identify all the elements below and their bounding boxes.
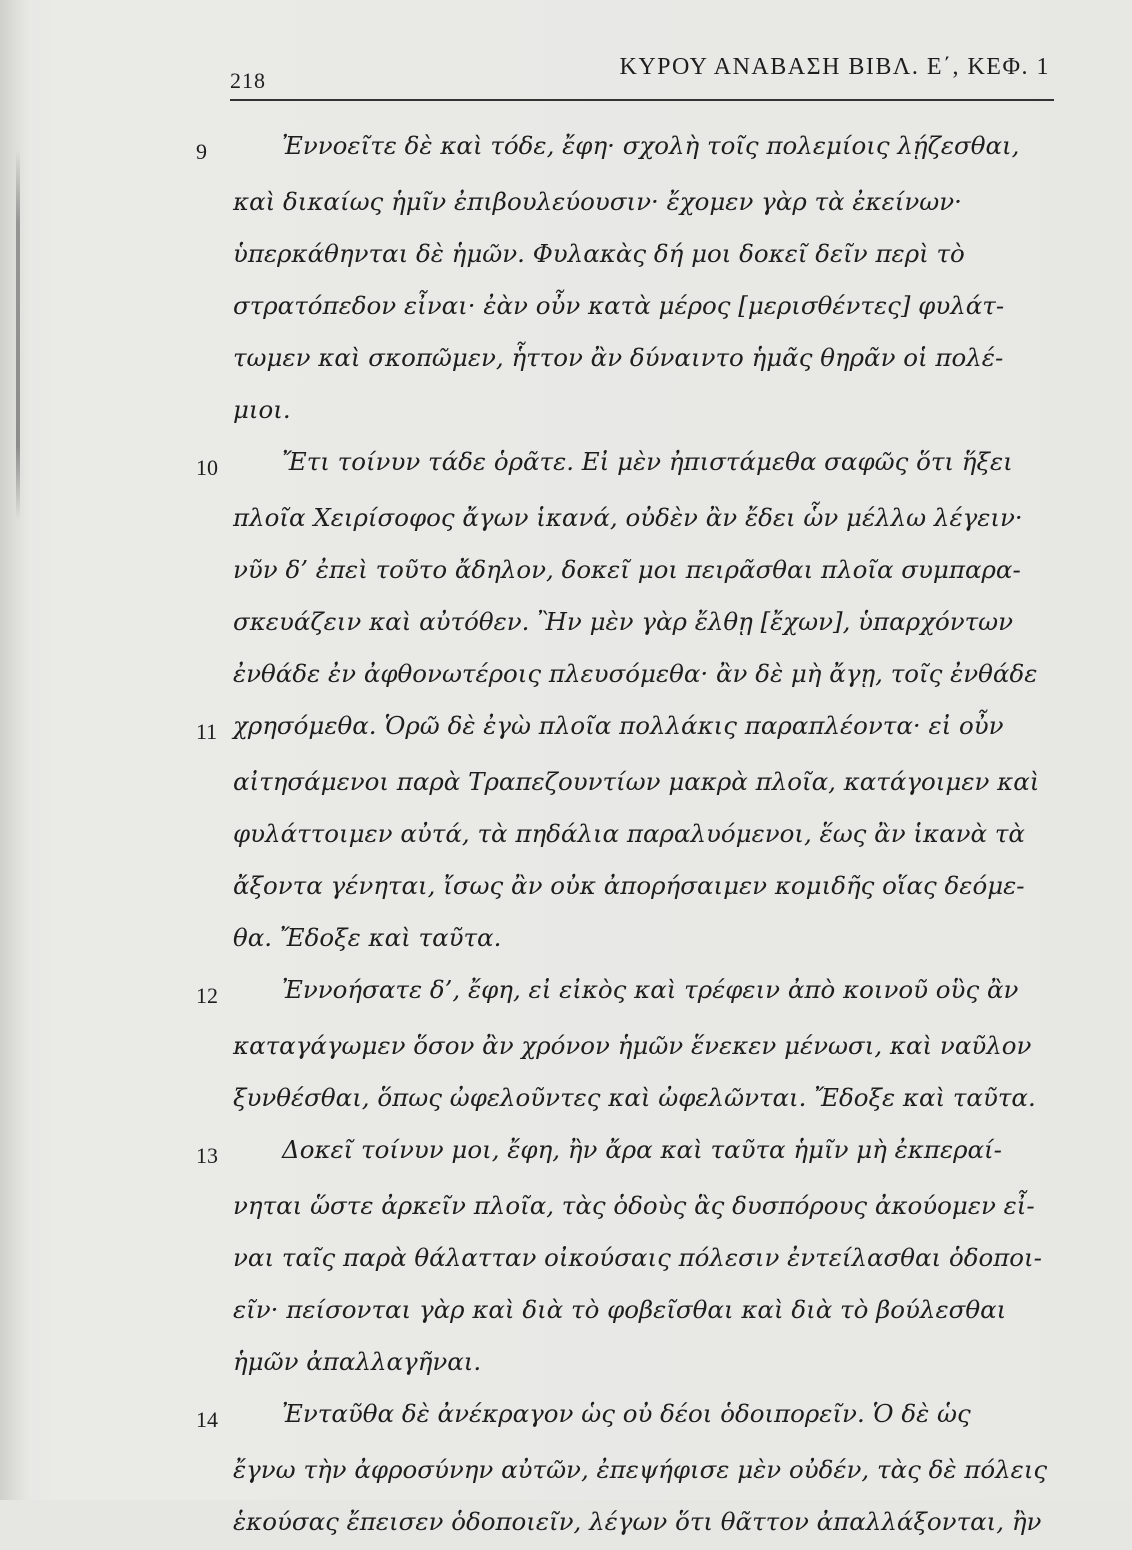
text-line xyxy=(0,594,1132,646)
line-text: ξυνθέσθαι, ὅπως ὠφελοῦντες καὶ ὠφελῶνται. Ἔδοξε καὶ ταῦτα. xyxy=(233,1083,1036,1112)
page-number: 218 xyxy=(230,68,266,93)
text-line xyxy=(0,806,1132,858)
text-line xyxy=(0,1442,1132,1494)
text-line xyxy=(0,118,1132,174)
paragraph-14 xyxy=(0,1386,1132,1546)
line-text: ἄξοντα γένηται, ἴσως ἂν οὐκ ἀπορήσαιμεν κομιδῆς οἵας δεόμε- xyxy=(233,871,1025,900)
line-text: πλοῖα Χειρίσοφος ἄγων ἱκανά, οὐδὲν ἂν ἔδει ὧν μέλλω λέγειν· xyxy=(233,503,1023,532)
line-text: καὶ δικαίως ἡμῖν ἐπιβουλεύουσιν· ἔχομεν γὰρ τὰ ἐκείνων· xyxy=(233,187,962,216)
line-text: Ἐνταῦθα δὲ ἀνέκραγον ὡς οὐ δέοι ὁδοιπορεῖν. Ὁ δὲ ὡς xyxy=(282,1399,971,1428)
text-line xyxy=(0,1282,1132,1334)
text-line xyxy=(0,434,1132,490)
line-text: νηται ὥστε ἀρκεῖν πλοῖα, τὰς ὁδοὺς ἃς δυσπόρους ἀκούομεν εἶ- xyxy=(233,1191,1035,1220)
text-line xyxy=(0,278,1132,330)
text-line xyxy=(0,910,1132,962)
line-text: χρησόμεθα. Ὁρῶ δὲ ἐγὼ πλοῖα πολλάκις παραπλέοντα· εἰ οὖν xyxy=(233,711,1004,740)
text-line xyxy=(0,1122,1132,1178)
text-line xyxy=(0,330,1132,382)
section-number: 9 xyxy=(196,139,207,164)
paragraph-11 xyxy=(0,698,1132,962)
text-line xyxy=(0,542,1132,594)
section-number: 14 xyxy=(196,1407,218,1432)
line-text: Δοκεῖ τοίνυν μοι, ἔφη, ἢν ἄρα καὶ ταῦτα ἡμῖν μὴ ἐκπεραί- xyxy=(282,1135,1002,1164)
line-text: ἡμῶν ἀπαλλαγῆναι. xyxy=(233,1347,482,1376)
line-text: στρατόπεδον εἶναι· ἐὰν οὖν κατὰ μέρος [μερισθέντες] φυλάτ- xyxy=(233,291,1005,320)
paragraph-13 xyxy=(0,1122,1132,1386)
line-text: θα. Ἔδοξε καὶ ταῦτα. xyxy=(233,923,502,952)
line-text: ἔγνω τὴν ἀφροσύνην αὐτῶν, ἐπεψήφισε μὲν οὐδέν, τὰς δὲ πόλεις xyxy=(233,1455,1048,1484)
section-number: 10 xyxy=(196,455,218,480)
section-number: 12 xyxy=(196,983,218,1008)
text-line xyxy=(0,1494,1132,1546)
text-line xyxy=(0,1018,1132,1070)
page-header xyxy=(230,48,1050,98)
line-text: ὑπερκάθηνται δὲ ἡμῶν. Φυλακὰς δή μοι δοκεῖ δεῖν περὶ τὸ xyxy=(233,239,965,268)
text-line xyxy=(0,754,1132,806)
line-text: εῖν· πείσονται γὰρ καὶ διὰ τὸ φοβεῖσθαι καὶ διὰ τὸ βούλεσθαι xyxy=(233,1295,1007,1324)
line-text: φυλάττοιμεν αὐτά, τὰ πηδάλια παραλυόμενοι, ἕως ἂν ἱκανὰ τὰ xyxy=(233,819,1025,848)
line-text: σκευάζειν καὶ αὐτόθεν. Ἢν μὲν γὰρ ἔλθῃ [ἔχων], ὑπαρχόντων xyxy=(233,607,1014,636)
paragraph-9 xyxy=(0,118,1132,434)
line-text: νῦν δ’ ἐπεὶ τοῦτο ἄδηλον, δοκεῖ μοι πειρᾶσθαι πλοῖα συμπαρα- xyxy=(233,555,1021,584)
line-text: ἑκούσας ἔπεισεν ὁδοποιεῖν, λέγων ὅτι θᾶττον ἀπαλλάξονται, ἢν xyxy=(233,1507,1042,1536)
paragraph-12 xyxy=(0,962,1132,1122)
line-text: τωμεν καὶ σκοπῶμεν, ἧττον ἂν δύναιντο ἡμᾶς θηρᾶν οἱ πολέ- xyxy=(233,343,1004,372)
line-text: Ἔτι τοίνυν τάδε ὁρᾶτε. Εἰ μὲν ἠπιστάμεθα σαφῶς ὅτι ἥξει xyxy=(282,447,1013,476)
text-line xyxy=(0,1386,1132,1442)
line-text: αἰτησάμενοι παρὰ Τραπεζουντίων μακρὰ πλοῖα, κατάγοιμεν καὶ xyxy=(233,767,1040,796)
text-line xyxy=(0,1334,1132,1386)
text-line xyxy=(0,226,1132,278)
text-line xyxy=(0,962,1132,1018)
paragraph-10 xyxy=(0,434,1132,698)
text-line xyxy=(0,490,1132,542)
text-line xyxy=(0,1070,1132,1122)
text-line xyxy=(0,1178,1132,1230)
text-line xyxy=(0,1230,1132,1282)
text-line xyxy=(0,174,1132,226)
line-text: Ἐννοεῖτε δὲ καὶ τόδε, ἔφη· σχολὴ τοῖς πολεμίοις λῄζεσθαι, xyxy=(282,131,1020,160)
text-line xyxy=(0,858,1132,910)
line-text: ἐνθάδε ἐν ἀφθονωτέροις πλευσόμεθα· ἂν δὲ μὴ ἄγῃ, τοῖς ἐνθάδε xyxy=(233,659,1038,688)
text-line xyxy=(0,382,1132,434)
header-rule xyxy=(230,99,1054,101)
line-text: μιοι. xyxy=(233,395,291,424)
line-text: ναι ταῖς παρὰ θάλατταν οἰκούσαις πόλεσιν ἐντείλασθαι ὁδοποι- xyxy=(233,1243,1042,1272)
section-number: 13 xyxy=(196,1143,218,1168)
text-line xyxy=(0,646,1132,698)
line-text: Ἐννοήσατε δ’, ἔφη, εἰ εἰκὸς καὶ τρέφειν ἀπὸ κοινοῦ οὓς ἂν xyxy=(282,975,1019,1004)
section-number: 11 xyxy=(196,719,218,744)
line-text: καταγάγωμεν ὅσον ἂν χρόνον ἡμῶν ἕνεκεν μένωσι, καὶ ναῦλον xyxy=(233,1031,1032,1060)
text-body xyxy=(0,118,1132,1546)
running-title: ΚΥΡΟΥ ΑΝΑΒΑΣΗ ΒΙΒΛ. Ε΄, ΚΕΦ. 1 xyxy=(619,54,1050,80)
text-line xyxy=(0,698,1132,754)
